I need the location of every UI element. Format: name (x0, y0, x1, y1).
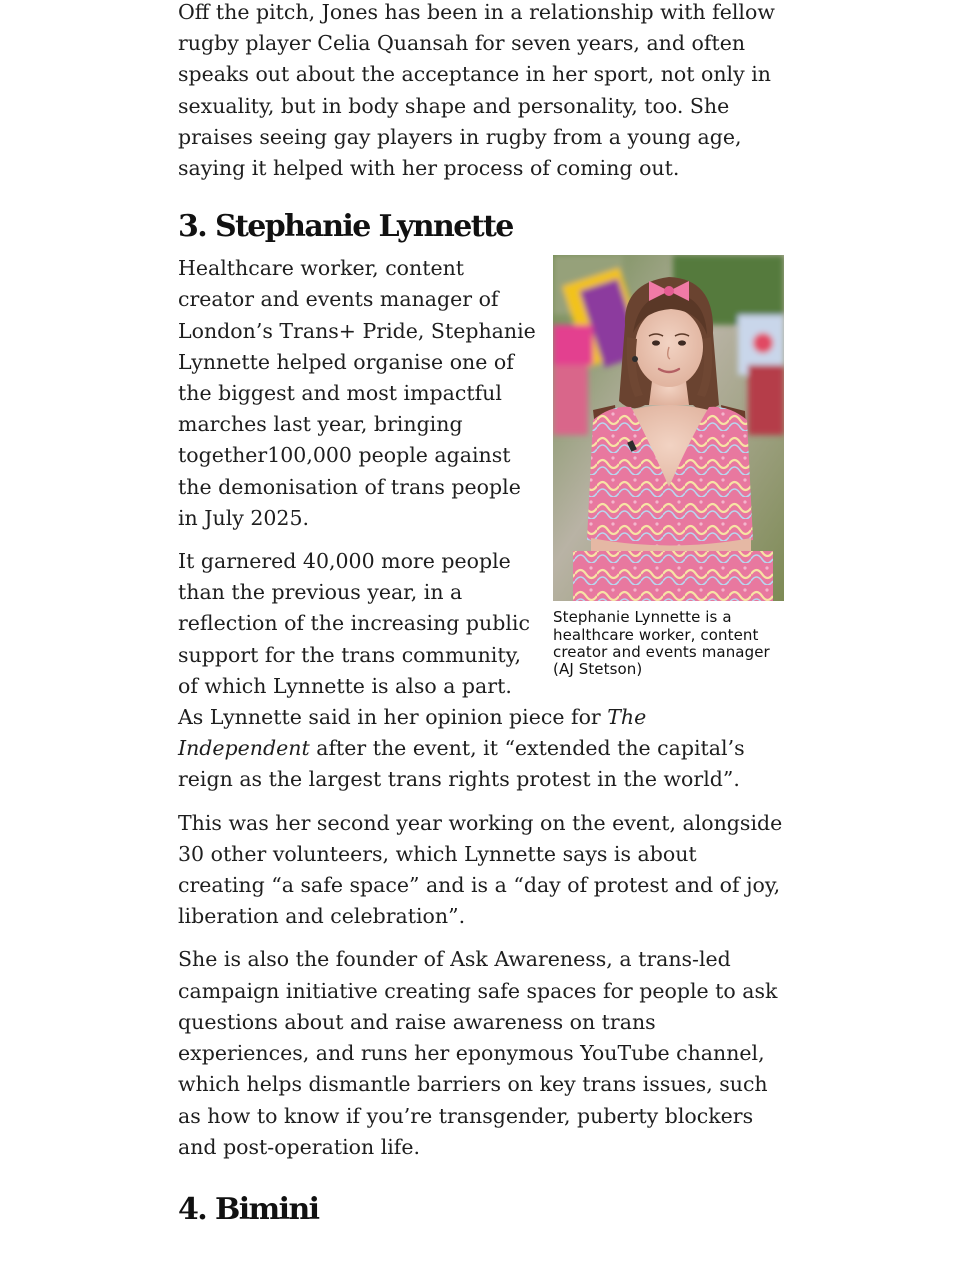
section-heading-bimini: 4. Bimini (178, 1191, 319, 1227)
photo-caption: Stephanie Lynnette is a healthcare worker, content creator and events manager (AJ Stetson) (553, 608, 770, 679)
section-heading-stephanie-lynnette: 3. Stephanie Lynnette (178, 209, 513, 245)
paragraph-text-after-publication: after the event, it “extended the capital’s reign as the largest trans rights protest in the world”. (178, 736, 745, 792)
paragraph-text-before-publication: It garnered 40,000 more people than the previous year, in a reflection of the increasing public support for the trans community, of which Lynnette is also a part. As Lynnette said in her opinion piece for (178, 549, 608, 730)
article-body (178, 0, 784, 1236)
stephanie-lynnette-figure (553, 255, 784, 679)
portrait-illustration (553, 255, 784, 601)
intro-paragraph: Off the pitch, Jones has been in a relationship with fellow rugby player Celia Quansah for seven years, and often speaks out about the acceptance in her sport, not only in sexuality, but in body shape and personality, too. She praises seeing gay players in rugby from a young age, saying it helped with her process of coming out. (178, 0, 775, 181)
paragraph-healthcare-worker: Healthcare worker, content creator and events manager of London’s Trans+ Pride, Stephanie Lynnette helped organise one of the biggest and most impactful marches last year, bringing together100,000 people against the demonisation of trans people in July 2025. (178, 256, 536, 530)
stephanie-lynnette-photo[interactable] (553, 255, 784, 601)
paragraph-ask-awareness: She is also the founder of Ask Awareness, a trans-led campaign initiative creating safe spaces for people to ask questions about and raise awareness on trans experiences, and runs her eponymous YouTube channel, which helps dismantle barriers on key trans issues, such as how to know if you’re transgender, puberty blockers and post-operation life. (178, 947, 778, 1159)
publication-name: The Independent (178, 705, 647, 761)
paragraph-second-year: This was her second year working on the event, alongside 30 other volunteers, which Lynnette says is about creating “a safe space” and is a “day of protest and of joy, liberation and celebration”. (178, 810, 783, 929)
